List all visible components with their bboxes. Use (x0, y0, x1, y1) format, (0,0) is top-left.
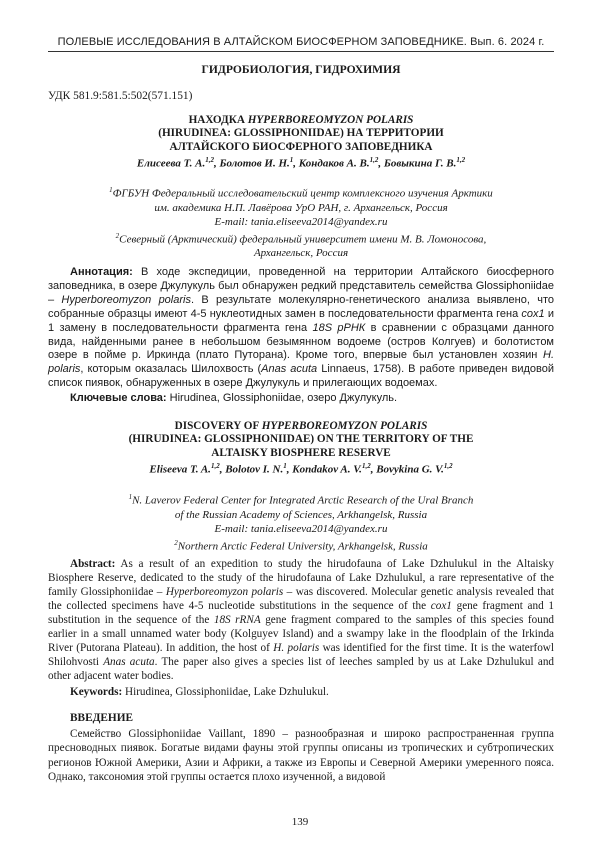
section-title: ГИДРОБИОЛОГИЯ, ГИДРОХИМИЯ (48, 63, 554, 76)
en-abstract: Abstract: As a result of an expedition to study the hirudofauna of Lake Dzhulukul in the Altaisky Biosphere Reserve, dedicated to the study of the hirudofauna of Lake Dzhulukul, a rare representative of the family Glossiphoniidae – Hyperboreomyzon polaris – was discovered. Molecular genetic analysis revealed that the collected specimens have 4-5 nucleotide substitutions in the sequence of the cox1 gene fragment and 1 substitution in the sequence of the 18S rRNA gene fragment compared to the samples of this species found earlier in a small unnamed water body (Kolguyev Island) and a swampy lake in the floodplain of the Irkinda River (Putorana Plateau). In addition, the host of H. polaris was identified for the first time. It is the waterfowl Shilohvosti Anas acuta. The paper also gives a species list of leeches sampled by us at Lake Dzhulukul and other adjacent water bodies. (48, 557, 554, 683)
en-keywords: Keywords: Hirudinea, Glossiphoniidae, Lake Dzhulukul. (48, 685, 554, 699)
intro-paragraph: Семейство Glossiphoniidae Vaillant, 1890 – разнообразная и широко распространенная группа пресноводных пиявок. Богатые видами фауны этой группы описаны из тропических и субтропических регионов Южной Америки, Азии и Африки, а также из Европы и Северной Америки умеренного пояса. Однако, таксономия этой группы остается плохо изученной, а видовой (48, 727, 554, 785)
ru-email: E-mail: tania.eliseeva2014@yandex.ru (48, 215, 554, 229)
ru-abstract: Аннотация: В ходе экспедиции, проведенной на территории Алтайского биосферного заповедника, в озере Джулукуль был обнаружен редкий представитель семейства Glossiphoniidae – Hyperboreomyzon polaris. В результате молекулярно-генетического анализа выявлено, что собранные образцы имеют 4-5 нуклеотидных замен в последовательности фрагмента гена cox1 и 1 замену в последовательности фрагмента гена 18S рРНК в сравнении с образцами данного вида, найденными ранее в небольшом безымянном водоеме (остров Колгуев) и болотистом озере в пойме р. Иркинда (плато Путорана). Кроме того, впервые был установлен хозяин H. polaris, которым оказалась Шилохвость (Anas acuta Linnaeus, 1758). В работе приведен видовой список пиявок, обнаруженных в озере Джулукуль и прилегающих водоемах. (48, 266, 554, 391)
ru-title-block (48, 114, 554, 171)
ru-authors: Елисеева Т. А.1,2, Болотов И. Н.1, Кондаков А. В.1,2, Бовыкина Г. В.1,2 (48, 154, 554, 171)
en-authors: Eliseeva T. A.1,2, Bolotov I. N.1, Kondakov A. V.1,2, Bovykina G. V.1,2 (48, 460, 554, 477)
ru-affiliations: 1ФГБУН Федеральный исследовательский центр комплексного изучения Арктики им. академика Н.П. Лавёрова УрО РАН, г. Архангельск, Россия E-mail: tania.eliseeva2014@yandex.ru 2Северный (Арктический) федеральный университет имени М. В. Ломоносова, Архангельск, Россия (48, 183, 554, 260)
en-title: DISCOVERY OF HYPERBOREOMYZON POLARIS (HIRUDINEA: GLOSSIPHONIIDAE) ON THE TERRITORY OF THE ALTAISKY BIOSPHERE RESERVE (48, 420, 554, 460)
ru-title: НАХОДКА HYPERBOREOMYZON POLARIS (HIRUDINEA: GLOSSIPHONIIDAE) НА ТЕРРИТОРИИ АЛТАЙСКОГО БИОСФЕРНОГО ЗАПОВЕДНИКА (48, 114, 554, 154)
en-title-block (48, 420, 554, 477)
en-affiliations: 1N. Laverov Federal Center for Integrated Arctic Research of the Ural Branch of the Russian Academy of Sciences, Arkhangelsk, Russia E-mail: tania.eliseeva2014@yandex.ru 2Northern Arctic Federal University, Arkhangelsk, Russia (48, 490, 554, 553)
ru-keywords: Ключевые слова: Hirudinea, Glossiphoniidae, озеро Джулукуль. (48, 392, 554, 406)
running-head: ПОЛЕВЫЕ ИССЛЕДОВАНИЯ В АЛТАЙСКОМ БИОСФЕРНОМ ЗАПОВЕДНИКЕ. Вып. 6. 2024 г. (48, 36, 554, 48)
intro-heading: ВВЕДЕНИЕ (48, 712, 554, 724)
udk-code: УДК 581.9:581.5:502(571.151) (48, 90, 192, 102)
header-divider (48, 51, 554, 52)
page-number: 139 (0, 816, 600, 828)
en-email: E-mail: tania.eliseeva2014@yandex.ru (48, 522, 554, 536)
